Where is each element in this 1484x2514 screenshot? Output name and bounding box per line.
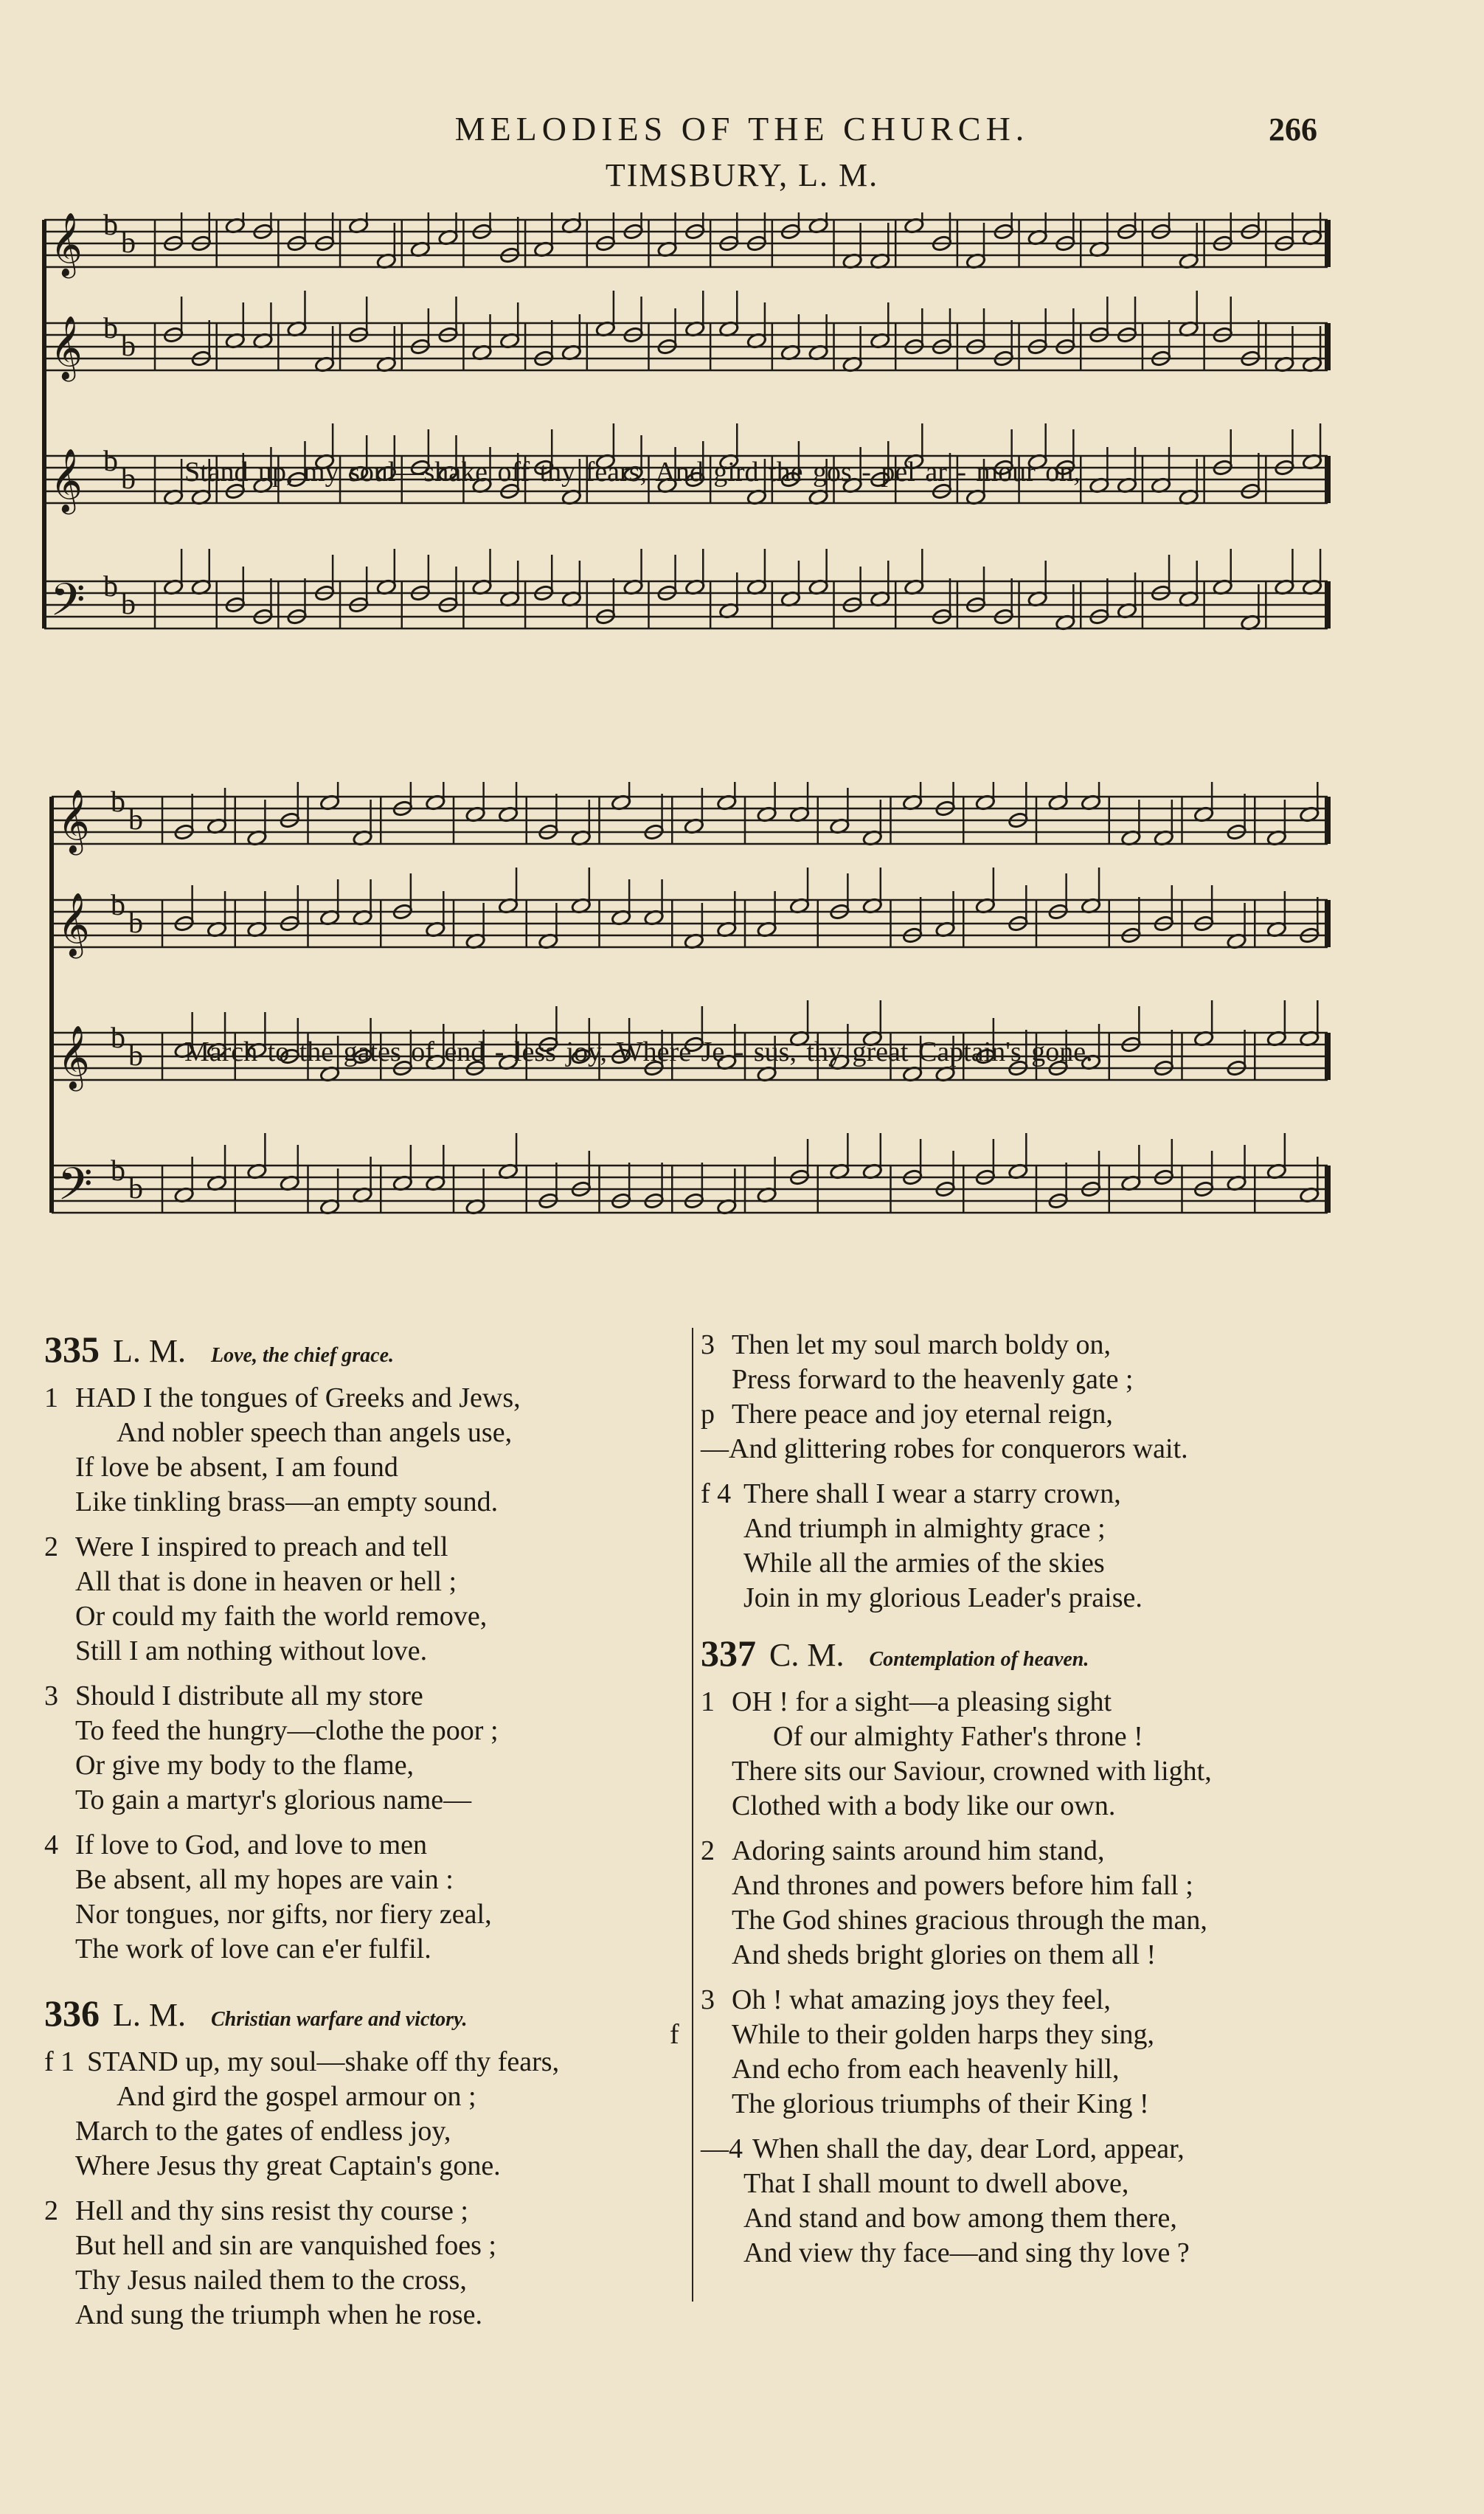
stanza-number: 2 xyxy=(44,1531,58,1562)
bass-clef-icon: 𝄢 xyxy=(50,574,86,637)
stanza xyxy=(44,1828,693,1967)
verse-line: Then let my soul march boldy on, xyxy=(732,1329,1111,1360)
flat-icon: b xyxy=(121,329,136,362)
stanza xyxy=(701,1685,1350,1824)
verse-line-text: There peace and joy eternal reign, xyxy=(732,1399,1113,1430)
verse-line: Where Jesus thy great Captain's gone. xyxy=(75,2150,501,2181)
hymn-number: 336 xyxy=(44,1992,100,2034)
hymn-subtitle: Christian warfare and victory. xyxy=(211,2008,468,2031)
verse-line: Still I am nothing without love. xyxy=(75,1635,428,1666)
verse-line: While all the armies of the skies xyxy=(743,1548,1105,1579)
verse-line: The God shines gracious through the man, xyxy=(732,1905,1207,1936)
hymn-meter: L. M. xyxy=(113,1333,186,1369)
verse-line: To gain a martyr's glorious name— xyxy=(75,1784,472,1815)
verse-line: And thrones and powers before him fall ; xyxy=(732,1870,1193,1901)
dynamic-mark: p xyxy=(701,1399,715,1430)
verse-line xyxy=(701,1397,1350,1432)
hymn-337 xyxy=(670,1632,1350,2271)
verse-line: OH ! for a sight—a pleasing sight xyxy=(732,1686,1112,1717)
staff xyxy=(44,291,1328,382)
verse-line: If love to God, and love to men xyxy=(75,1829,428,1860)
staff xyxy=(52,782,1328,856)
hymn-subtitle: Love, the chief grace. xyxy=(211,1344,395,1367)
stanza xyxy=(701,1477,1350,1616)
verse-line: Press forward to the heavenly gate ; xyxy=(732,1364,1134,1395)
stanza-number: 2 xyxy=(44,2195,58,2226)
stanza xyxy=(701,1834,1350,1973)
hymn-subtitle: Contemplation of heaven. xyxy=(869,1648,1089,1671)
left-column xyxy=(44,1328,693,2358)
treble-clef-icon: 𝄞 xyxy=(50,316,83,379)
verse-line: But hell and sin are vanquished foes ; xyxy=(75,2230,496,2261)
flat-icon: b xyxy=(128,1171,143,1205)
staff xyxy=(52,1133,1328,1222)
verse-line: There sits our Saviour, crowned with light, xyxy=(732,1756,1212,1787)
verse-line: Of our almighty Father's throne ! xyxy=(773,1721,1143,1752)
flat-icon: b xyxy=(111,785,125,818)
verse-line: —And glittering robes for conquerors wait. xyxy=(701,1433,1188,1464)
verse-line: Hell and thy sins resist thy course ; xyxy=(75,2195,468,2226)
stanza-number: 3 xyxy=(701,1984,715,2015)
hymn-header xyxy=(44,1992,693,2035)
flat-icon: b xyxy=(121,587,136,620)
hymn-number: 337 xyxy=(701,1632,756,1674)
system-2-lyrics: March to the gates of end - less joy, Where Je - sus, thy great Captain's gone. xyxy=(184,1036,1093,1067)
verse-line: To feed the hungry—clothe the poor ; xyxy=(75,1715,499,1746)
verse-line: Thy Jesus nailed them to the cross, xyxy=(75,2265,467,2296)
stanza xyxy=(44,1679,693,1818)
verse-line: That I shall mount to dwell above, xyxy=(743,2168,1129,2199)
flat-icon: b xyxy=(103,569,118,603)
flat-icon: b xyxy=(121,226,136,259)
stanza-number: —4 xyxy=(701,2133,743,2164)
verse-line: The work of love can e'er fulfil. xyxy=(75,1933,431,1964)
stanza-number: 3 xyxy=(44,1680,58,1711)
verse-line: And gird the gospel armour on ; xyxy=(117,2081,476,2112)
stanza-number: 3 xyxy=(701,1329,715,1360)
verse-line: Should I distribute all my store xyxy=(75,1680,423,1711)
verse-line: And echo from each heavenly hill, xyxy=(732,2054,1120,2085)
stanza-number: 1 xyxy=(701,1686,715,1717)
staff xyxy=(44,549,1328,637)
verse-line: Be absent, all my hopes are vain : xyxy=(75,1864,454,1895)
stanza xyxy=(701,2132,1350,2271)
hymn-header xyxy=(44,1328,693,1371)
running-title: MELODIES OF THE CHURCH. xyxy=(454,110,1030,148)
hymn-header xyxy=(701,1632,1350,1675)
system-1-lyrics: Stand up, my soul—shake off thy fears, And gird the gos - pel ar - mour on, xyxy=(184,457,1081,488)
flat-icon: b xyxy=(111,888,125,921)
verse-line-text: While to their golden harps they sing, xyxy=(732,2019,1155,2050)
verse-line: STAND up, my soul—shake off thy fears, xyxy=(87,2046,560,2077)
verse-line: And view thy face—and sing thy love ? xyxy=(743,2237,1190,2268)
hymn-335 xyxy=(44,1328,693,1967)
staff xyxy=(44,212,1328,279)
right-column xyxy=(670,1328,1350,2296)
stanza xyxy=(44,1381,693,1520)
staff xyxy=(52,868,1328,959)
verse-line: And triumph in almighty grace ; xyxy=(743,1513,1106,1544)
verse-line: Oh ! what amazing joys they feel, xyxy=(732,1984,1111,2015)
hymn-number: 335 xyxy=(44,1329,100,1370)
verse-line: March to the gates of endless joy, xyxy=(75,2116,451,2147)
verse-line: Or give my body to the flame, xyxy=(75,1750,415,1781)
stanza-number: 2 xyxy=(701,1835,715,1866)
hymn-336 xyxy=(44,1992,693,2333)
tune-title: TIMSBURY, L. M. xyxy=(605,157,879,193)
flat-icon: b xyxy=(103,212,118,241)
stanza-number: f 4 xyxy=(701,1478,732,1509)
flat-icon: b xyxy=(128,1039,143,1072)
hymn-meter: L. M. xyxy=(113,1997,186,2033)
verse-line: If love be absent, I am found xyxy=(75,1452,398,1483)
stanza xyxy=(44,1530,693,1669)
flat-icon: b xyxy=(111,1154,125,1187)
treble-clef-icon: 𝄞 xyxy=(50,449,83,512)
stanza-number: 1 xyxy=(44,1382,58,1413)
verse-line: And sung the triumph when he rose. xyxy=(75,2299,482,2330)
stanza xyxy=(44,2194,693,2333)
stanza xyxy=(670,1983,1350,2122)
verse-line: Or could my faith the world remove, xyxy=(75,1601,488,1632)
flat-icon: b xyxy=(128,803,143,836)
treble-clef-icon: 𝄞 xyxy=(58,789,90,853)
verse-line: Clothed with a body like our own. xyxy=(732,1790,1116,1821)
treble-clef-icon: 𝄞 xyxy=(50,212,83,276)
stanza xyxy=(44,2045,693,2184)
verse-line xyxy=(670,2018,1350,2052)
verse-line: And nobler speech than angels use, xyxy=(117,1417,513,1448)
bass-clef-icon: 𝄢 xyxy=(58,1158,93,1222)
stanza-number: 4 xyxy=(44,1829,58,1860)
flat-icon: b xyxy=(103,311,118,344)
hymn-336-continued xyxy=(701,1328,1350,1616)
verse-line: The glorious triumphs of their King ! xyxy=(732,2088,1149,2119)
verse-line: Were I inspired to preach and tell xyxy=(75,1531,448,1562)
flat-icon: b xyxy=(111,1021,125,1054)
verse-line: Join in my glorious Leader's praise. xyxy=(743,1582,1143,1613)
stanza-number: f 1 xyxy=(44,2046,75,2077)
hymn-meter: C. M. xyxy=(769,1637,845,1673)
treble-clef-icon: 𝄞 xyxy=(58,1025,90,1089)
dynamic-mark: f xyxy=(670,2019,679,2050)
verse-line: HAD I the tongues of Greeks and Jews, xyxy=(75,1382,521,1413)
verse-line: There shall I wear a starry crown, xyxy=(743,1478,1121,1509)
verse-line: And sheds bright glories on them all ! xyxy=(732,1939,1157,1970)
verse-line: Adoring saints around him stand, xyxy=(732,1835,1105,1866)
verse-line: Nor tongues, nor gifts, nor fiery zeal, xyxy=(75,1899,492,1930)
verse-line: All that is done in heaven or hell ; xyxy=(75,1566,457,1597)
stanza xyxy=(701,1328,1350,1466)
verse-line: When shall the day, dear Lord, appear, xyxy=(752,2133,1185,2164)
verse-line: Like tinkling brass—an empty sound. xyxy=(75,1486,499,1517)
treble-clef-icon: 𝄞 xyxy=(58,893,90,956)
page-number: 266 xyxy=(1269,111,1317,148)
flat-icon: b xyxy=(128,906,143,939)
flat-icon: b xyxy=(103,444,118,477)
verse-line: And stand and bow among them there, xyxy=(743,2203,1177,2234)
flat-icon: b xyxy=(121,462,136,495)
